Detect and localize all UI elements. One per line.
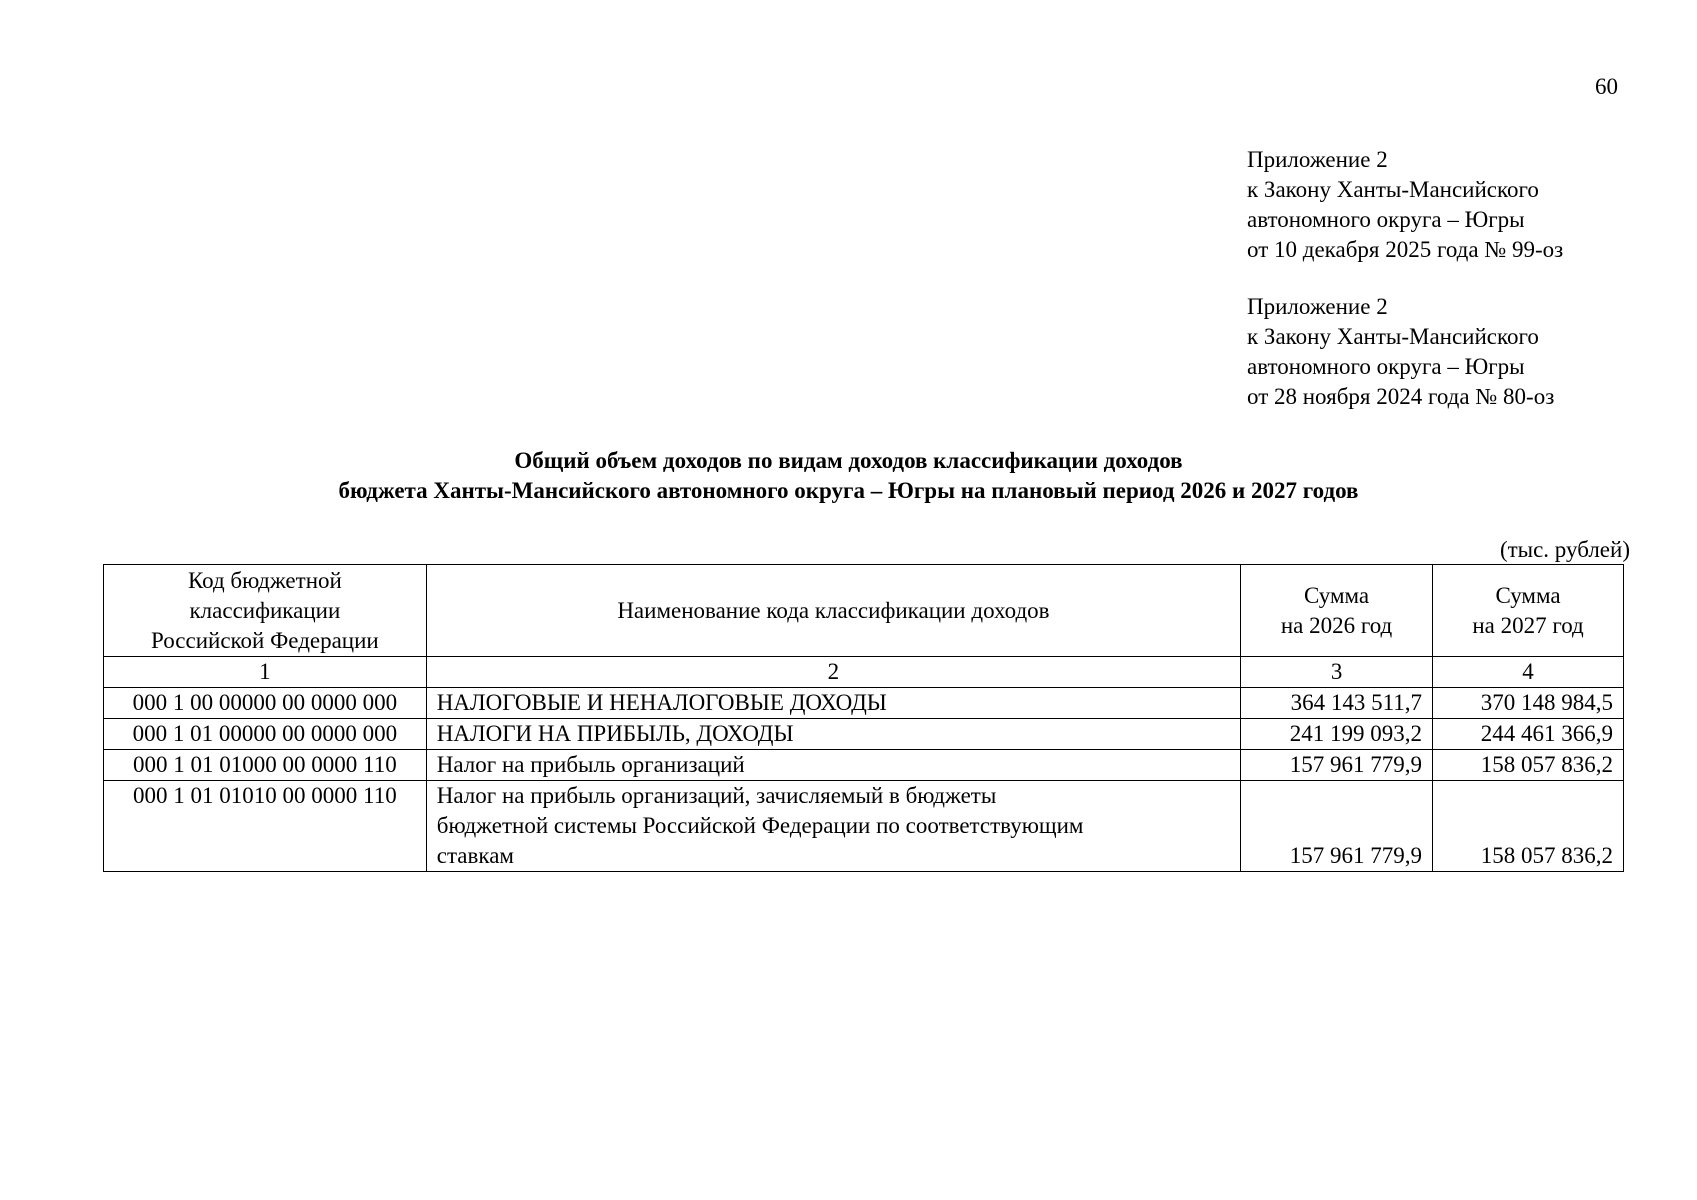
appendix-line: Приложение 2 [1247, 294, 1388, 319]
appendix-line: автономного округа – Югры [1247, 354, 1525, 379]
title-line-1: Общий объем доходов по видам доходов классификации доходов [514, 448, 1183, 473]
appendix-line: к Закону Ханты-Мансийского [1247, 324, 1539, 349]
appendix-line: к Закону Ханты-Мансийского [1247, 177, 1539, 202]
header-sum-2026-line: на 2026 год [1280, 612, 1393, 638]
header-code-line: Российской Федерации [151, 627, 379, 653]
income-table [103, 564, 1624, 872]
cell-code: 000 1 01 01000 00 0000 110 [104, 750, 427, 781]
cell-sum-2027: 244 461 366,9 [1433, 719, 1624, 750]
header-sum-2026 [1241, 565, 1433, 657]
column-number: 2 [426, 657, 1240, 688]
cell-sum-2026: 241 199 093,2 [1241, 719, 1433, 750]
header-sum-2026-line: Сумма [1303, 582, 1370, 608]
header-sum-2027-line: Сумма [1495, 582, 1561, 608]
cell-name [426, 688, 1240, 719]
cell-code: 000 1 00 00000 00 0000 000 [104, 688, 427, 719]
cell-name-line: Налог на прибыль организаций [436, 752, 745, 777]
cell-name-line: НАЛОГИ НА ПРИБЫЛЬ, ДОХОДЫ [436, 721, 794, 746]
header-name [426, 565, 1240, 657]
cell-code: 000 1 01 01010 00 0000 110 [104, 781, 427, 872]
header-name-text: Наименование кода классификации доходов [617, 597, 1050, 623]
title-line-2: бюджета Ханты-Мансийского автономного округа – Югры на плановый период 2026 и 2027 годов [338, 478, 1359, 503]
column-number-row [104, 657, 1624, 688]
document-title [0, 446, 1697, 506]
column-number: 1 [104, 657, 427, 688]
appendix-block-previous [1247, 292, 1554, 412]
table-row [104, 719, 1624, 750]
column-number: 4 [1433, 657, 1624, 688]
cell-code: 000 1 01 00000 00 0000 000 [104, 719, 427, 750]
cell-name [426, 719, 1240, 750]
table-row [104, 688, 1624, 719]
cell-sum-2027: 158 057 836,2 [1433, 750, 1624, 781]
cell-name [426, 781, 1240, 872]
header-sum-2027-line: на 2027 год [1472, 612, 1584, 638]
table-header-row [104, 565, 1624, 657]
header-code-line: Код бюджетной [187, 567, 342, 593]
cell-sum-2026: 157 961 779,9 [1241, 781, 1433, 872]
cell-sum-2027: 370 148 984,5 [1433, 688, 1624, 719]
units-label: (тыс. рублей) [1499, 537, 1630, 562]
appendix-block-current [1247, 145, 1563, 265]
table-row [104, 750, 1624, 781]
cell-name-line: ставкам [436, 843, 514, 868]
appendix-line: автономного округа – Югры [1247, 207, 1525, 232]
appendix-line: от 28 ноября 2024 года № 80-оз [1247, 384, 1555, 409]
cell-sum-2027: 158 057 836,2 [1433, 781, 1624, 872]
cell-sum-2026: 157 961 779,9 [1241, 750, 1433, 781]
cell-name-line: НАЛОГОВЫЕ И НЕНАЛОГОВЫЕ ДОХОДЫ [436, 690, 887, 715]
cell-name-line: Налог на прибыль организаций, зачисляемый в бюджеты [436, 783, 997, 808]
table-row [104, 781, 1624, 872]
header-sum-2027 [1433, 565, 1624, 657]
cell-name-line: бюджетной системы Российской Федерации по соответствующим [436, 813, 1084, 838]
appendix-line: от 10 декабря 2025 года № 99-оз [1247, 237, 1564, 262]
header-code-line: классификации [189, 597, 341, 623]
header-code [104, 565, 427, 657]
page-number: 60 [1595, 74, 1618, 99]
cell-name [426, 750, 1240, 781]
appendix-line: Приложение 2 [1247, 147, 1388, 172]
column-number: 3 [1241, 657, 1433, 688]
cell-sum-2026: 364 143 511,7 [1241, 688, 1433, 719]
